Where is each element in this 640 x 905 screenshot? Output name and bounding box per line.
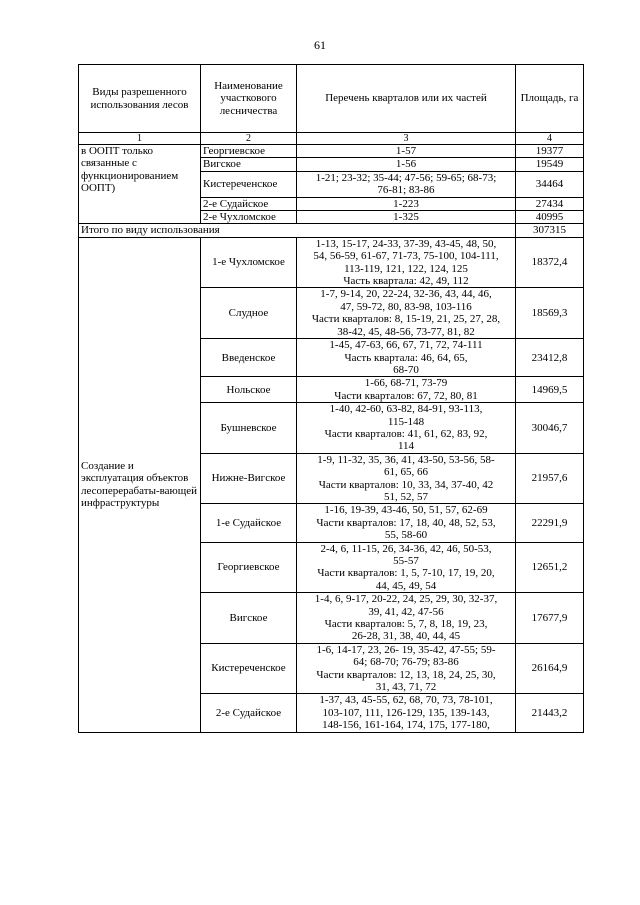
- column-number: 1: [79, 133, 201, 145]
- page-number: 61: [314, 38, 326, 52]
- forestry-cell: Бушневское: [201, 403, 297, 454]
- header-forestry: Наименование участкового лесничества: [201, 65, 297, 133]
- column-number: 3: [297, 133, 516, 145]
- table-row: [79, 145, 584, 158]
- forestry-cell: 2-е Судайское: [201, 694, 297, 732]
- area-cell: 22291,9: [516, 504, 584, 542]
- total-value: 307315: [516, 224, 584, 237]
- header-quarters: Перечень кварталов или их частей: [297, 65, 516, 133]
- total-label: Итого по виду использования: [79, 224, 516, 237]
- forestry-cell: Георгиевское: [201, 542, 297, 593]
- use-type-cell: в ООПТ только связанные с функционированием ООПТ): [79, 145, 201, 224]
- group1-body: [79, 145, 584, 224]
- area-cell: 30046,7: [516, 403, 584, 454]
- forestry-cell: 1-е Чухломское: [201, 237, 297, 288]
- area-cell: 19377: [516, 145, 584, 158]
- forestry-cell: Кистереченское: [201, 643, 297, 694]
- header-use-type: Виды разрешенного использования лесов: [79, 65, 201, 133]
- area-cell: 26164,9: [516, 643, 584, 694]
- quarters-cell: 1-40, 42-60, 63-82, 84-91, 93-113, 115-148 Части кварталов: 41, 61, 62, 83, 92, 114: [297, 403, 516, 454]
- quarters-cell: 1-13, 15-17, 24-33, 37-39, 43-45, 48, 50, 54, 56-59, 61-67, 71-73, 75-100, 104-111, 113-119, 121, 122, 124, 125 Часть квартала: 42, 49, 112: [297, 237, 516, 288]
- forestry-cell: 2-е Чухломское: [201, 211, 297, 224]
- table-header-row: [79, 65, 584, 133]
- forestry-cell: Кистереченское: [201, 171, 297, 197]
- forestry-cell: Вигское: [201, 158, 297, 171]
- quarters-cell: 1-37, 43, 45-55, 62, 68, 70, 73, 78-101, 103-107, 111, 126-129, 135, 139-143, 148-156, 161-164, 174, 175, 177-180,: [297, 694, 516, 732]
- total-row: [79, 224, 584, 237]
- forestry-cell: Вигское: [201, 593, 297, 644]
- header-area: Площадь, га: [516, 65, 584, 133]
- forestry-cell: Введенское: [201, 339, 297, 377]
- area-cell: 27434: [516, 197, 584, 210]
- area-cell: 40995: [516, 211, 584, 224]
- group2-body: [79, 237, 584, 732]
- forestry-cell: Нижне-Вигское: [201, 453, 297, 504]
- quarters-cell: 1-66, 68-71, 73-79 Части кварталов: 67, 72, 80, 81: [297, 377, 516, 403]
- column-number: 4: [516, 133, 584, 145]
- area-cell: 23412,8: [516, 339, 584, 377]
- forestry-cell: Слудное: [201, 288, 297, 339]
- area-cell: 21443,2: [516, 694, 584, 732]
- area-cell: 12651,2: [516, 542, 584, 593]
- quarters-cell: 1-56: [297, 158, 516, 171]
- quarters-cell: 1-57: [297, 145, 516, 158]
- area-cell: 19549: [516, 158, 584, 171]
- quarters-cell: 1-325: [297, 211, 516, 224]
- table-row: [79, 237, 584, 288]
- quarters-cell: 1-7, 9-14, 20, 22-24, 32-36, 43, 44, 46, 47, 59-72, 80, 83-98, 103-116 Части кварталов: 8, 15-19, 21, 25, 27, 28, 38-42, 45, 48-56, 73-77, 81, 82: [297, 288, 516, 339]
- quarters-cell: 2-4, 6, 11-15, 26, 34-36, 42, 46, 50-53, 55-57 Части кварталов: 1, 5, 7-10, 17, 19, 20, 44, 45, 49, 54: [297, 542, 516, 593]
- quarters-cell: 1-6, 14-17, 23, 26- 19, 35-42, 47-55; 59- 64; 68-70; 76-79; 83-86 Части кварталов: 12, 13, 18, 24, 25, 30, 31, 43, 71, 72: [297, 643, 516, 694]
- area-cell: 18372,4: [516, 237, 584, 288]
- area-cell: 18569,3: [516, 288, 584, 339]
- area-cell: 34464: [516, 171, 584, 197]
- forest-use-table: [78, 64, 584, 733]
- forestry-cell: 1-е Судайское: [201, 504, 297, 542]
- area-cell: 17677,9: [516, 593, 584, 644]
- quarters-cell: 1-9, 11-32, 35, 36, 41, 43-50, 53-56, 58- 61, 65, 66 Части кварталов: 10, 33, 34, 37-40, 42 51, 52, 57: [297, 453, 516, 504]
- group1-total: [79, 224, 584, 237]
- use-type-cell: Создание и эксплуатация объектов лесоперерабаты-вающей инфраструктуры: [79, 237, 201, 732]
- forestry-cell: 2-е Судайское: [201, 197, 297, 210]
- column-number: 2: [201, 133, 297, 145]
- area-cell: 14969,5: [516, 377, 584, 403]
- area-cell: 21957,6: [516, 453, 584, 504]
- column-number-row: [79, 133, 584, 145]
- quarters-cell: 1-16, 19-39, 43-46, 50, 51, 57, 62-69 Части кварталов: 17, 18, 40, 48, 52, 53, 55, 58-60: [297, 504, 516, 542]
- forestry-cell: Георгиевское: [201, 145, 297, 158]
- quarters-cell: 1-4, 6, 9-17, 20-22, 24, 25, 29, 30, 32-37, 39, 41, 42, 47-56 Части кварталов: 5, 7, 8, 18, 19, 23, 26-28, 31, 38, 40, 44, 45: [297, 593, 516, 644]
- forestry-cell: Нольское: [201, 377, 297, 403]
- quarters-cell: 1-45, 47-63, 66, 67, 71, 72, 74-111 Часть квартала: 46, 64, 65, 68-70: [297, 339, 516, 377]
- quarters-cell: 1-223: [297, 197, 516, 210]
- quarters-cell: 1-21; 23-32; 35-44; 47-56; 59-65; 68-73; 76-81; 83-86: [297, 171, 516, 197]
